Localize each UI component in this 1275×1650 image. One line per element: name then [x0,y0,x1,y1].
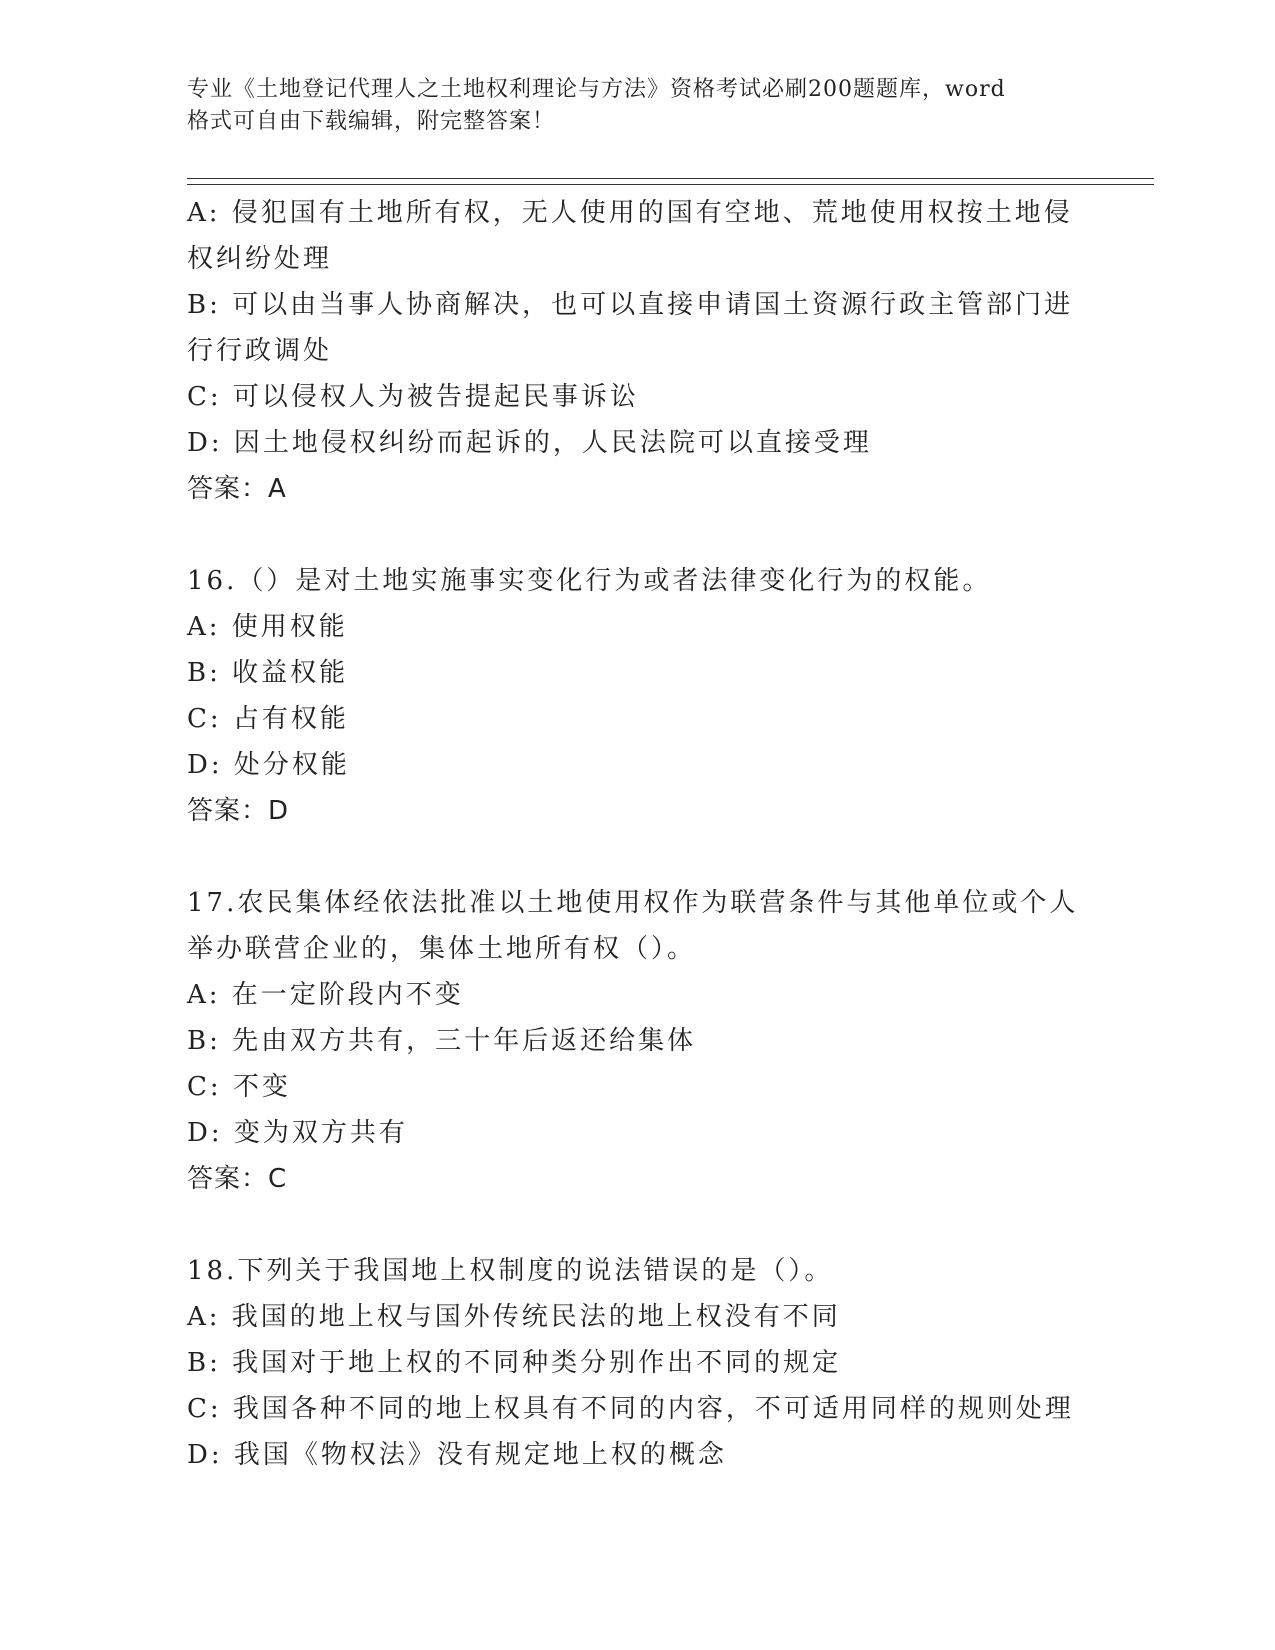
q15-option-a-line-1: A: 侵犯国有土地所有权，无人使用的国有空地、荒地使用权按土地侵 [187,198,1073,228]
q16-question-text: 16.（）是对土地实施事实变化行为或者法律变化行为的权能。 [187,566,992,596]
q15-option-d: D: 因土地侵权纠纷而起诉的，人民法院可以直接受理 [187,428,872,458]
header-divider-bottom [187,184,1154,185]
q16-answer: 答案：D [187,796,290,826]
document-header [187,74,1067,138]
spacer [187,1202,1077,1248]
q15-answer: 答案：A [187,474,287,504]
q15-option-b-line-2: 行行政调处 [187,336,333,366]
question-18 [187,1248,1077,1478]
question-15 [187,190,1077,512]
q17-question-line-2: 举办联营企业的，集体土地所有权（）。 [187,934,697,964]
q15-option-c: C: 可以侵权人为被告提起民事诉讼 [187,382,639,412]
header-title-line-2: 格式可自由下载编辑，附完整答案！ [187,109,556,134]
q17-question-line-1: 17.农民集体经依法批准以土地使用权作为联营条件与其他单位或个人 [187,888,1079,918]
question-16 [187,558,1077,834]
q16-option-b: B: 收益权能 [187,658,349,688]
q18-option-b: B: 我国对于地上权的不同种类分别作出不同的规定 [187,1348,842,1378]
q17-option-c: C: 不变 [187,1072,291,1102]
question-list [187,190,1077,1478]
header-title-line-1: 专业《土地登记代理人之土地权利理论与方法》资格考试必刷200题题库，word [187,77,1006,102]
q16-option-a: A: 使用权能 [187,612,348,642]
q16-option-c: C: 占有权能 [187,704,349,734]
q15-option-b-line-1: B: 可以由当事人协商解决，也可以直接申请国土资源行政主管部门进 [187,290,1074,320]
spacer [187,512,1077,558]
question-17 [187,880,1077,1202]
q17-option-d: D: 变为双方共有 [187,1118,408,1148]
q18-option-c: C: 我国各种不同的地上权具有不同的内容，不可适用同样的规则处理 [187,1394,1074,1424]
q17-answer: 答案：C [187,1164,288,1194]
header-divider-top [187,178,1154,179]
spacer [187,834,1077,880]
q17-option-a: A: 在一定阶段内不变 [187,980,464,1010]
q17-option-b: B: 先由双方共有，三十年后返还给集体 [187,1026,697,1056]
q18-option-d: D: 我国《物权法》没有规定地上权的概念 [187,1440,727,1470]
q15-option-a-line-2: 权纠纷处理 [187,244,333,274]
q18-question-text: 18.下列关于我国地上权制度的说法错误的是（）。 [187,1256,834,1286]
q18-option-a: A: 我国的地上权与国外传统民法的地上权没有不同 [187,1302,841,1332]
q16-option-d: D: 处分权能 [187,750,350,780]
